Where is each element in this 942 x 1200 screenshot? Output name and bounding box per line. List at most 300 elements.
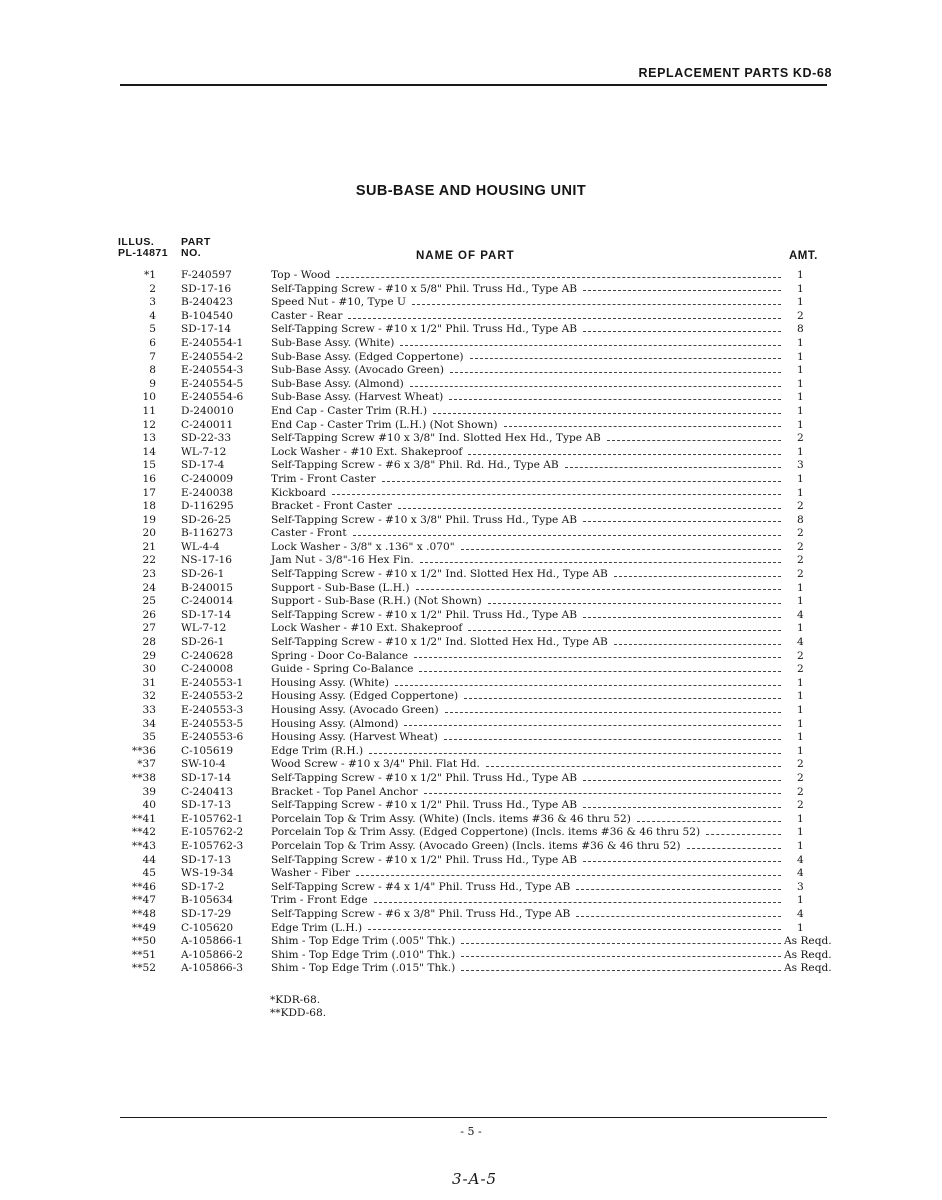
dotted-leader — [395, 684, 781, 686]
amount: 1 — [797, 472, 804, 485]
amount: 2 — [797, 554, 804, 567]
part-name: Housing Assy. (Almond) — [271, 717, 399, 730]
part-name-cell — [271, 962, 781, 976]
amount: 2 — [797, 432, 804, 445]
page-header-title: REPLACEMENT PARTS KD-68 — [638, 66, 832, 80]
part-number: B-240423 — [181, 296, 234, 309]
part-name-cell — [271, 840, 781, 854]
part-name: Trim - Front Caster — [271, 472, 376, 485]
part-name: Housing Assy. (Harvest Wheat) — [271, 731, 438, 744]
handwritten-mark: 3-A-5 — [452, 1170, 498, 1188]
part-name-cell — [271, 799, 781, 813]
amount: 2 — [797, 309, 804, 322]
illus-number: 32 — [142, 690, 156, 703]
part-number: E-105762-3 — [181, 839, 244, 852]
illus-number: **38 — [131, 771, 156, 784]
part-number: B-116273 — [181, 527, 234, 540]
amount: 4 — [797, 636, 804, 649]
table-row — [0, 962, 942, 976]
part-name: Speed Nut - #10, Type U — [271, 296, 406, 309]
part-number: C-240628 — [181, 649, 234, 662]
table-row — [0, 826, 942, 840]
amount: 2 — [797, 540, 804, 553]
part-number: C-240011 — [181, 418, 234, 431]
dotted-leader — [504, 425, 782, 427]
amount: 1 — [797, 350, 804, 363]
part-name-cell — [271, 582, 781, 596]
amount: 1 — [797, 364, 804, 377]
amount: 1 — [797, 622, 804, 635]
dotted-leader — [416, 588, 781, 590]
dotted-leader — [583, 806, 781, 808]
dotted-leader — [461, 548, 781, 550]
part-name: Housing Assy. (Avocado Green) — [271, 704, 439, 716]
part-name: Porcelain Top & Trim Assy. (Avocado Green) (Incls. items #36 & 46 thru 52) — [271, 839, 681, 852]
part-name: Self-Tapping Screw - #10 x 1/2" Phil. Truss Hd., Type AB — [271, 323, 578, 336]
part-number: E-240554-2 — [181, 350, 244, 363]
part-name: Wood Screw - #10 x 3/4" Phil. Flat Hd. — [271, 758, 480, 771]
dotted-leader — [332, 493, 781, 495]
part-name-cell — [271, 595, 781, 609]
amount: 8 — [797, 513, 804, 526]
part-name-cell — [271, 296, 781, 310]
part-name-cell — [271, 487, 781, 501]
part-number: SD-22-33 — [181, 432, 232, 445]
part-number: SD-17-13 — [181, 799, 232, 812]
amount: As Reqd. — [784, 962, 832, 975]
part-number: SD-17-4 — [181, 459, 225, 472]
part-name-cell — [271, 337, 781, 351]
illus-number: 25 — [142, 595, 156, 608]
part-name: Washer - Fiber — [271, 867, 351, 880]
table-row — [0, 813, 942, 827]
part-name: Guide - Spring Co-Balance — [271, 663, 414, 676]
amount: 1 — [797, 704, 804, 716]
dotted-leader — [433, 412, 781, 414]
part-name-cell — [271, 894, 781, 908]
part-name-cell — [271, 310, 781, 324]
part-name: Self-Tapping Screw - #6 x 3/8" Phil. Truss Hd., Type AB — [271, 907, 571, 920]
dotted-leader — [468, 453, 781, 455]
dotted-leader — [461, 942, 781, 944]
part-name-cell — [271, 677, 781, 691]
amount: 4 — [797, 907, 804, 920]
part-number: WL-7-12 — [181, 445, 227, 458]
part-name-cell — [271, 745, 781, 759]
part-number: E-240553-1 — [181, 676, 244, 689]
part-name-cell — [271, 554, 781, 568]
illus-number: 9 — [149, 377, 156, 390]
amount: 2 — [797, 568, 804, 581]
part-name-cell — [271, 636, 781, 650]
table-row — [0, 541, 942, 555]
part-name-cell — [271, 622, 781, 636]
part-name-cell — [271, 718, 781, 732]
dotted-leader — [398, 507, 781, 509]
part-number: B-104540 — [181, 309, 234, 322]
part-name-cell — [271, 446, 781, 460]
part-name: Support - Sub-Base (L.H.) — [271, 581, 410, 594]
table-row — [0, 378, 942, 392]
table-row — [0, 935, 942, 949]
dotted-leader — [424, 792, 781, 794]
column-header-illus: ILLUS. PL-14871 — [118, 236, 169, 259]
part-number: SD-26-25 — [181, 513, 232, 526]
table-row — [0, 650, 942, 664]
dotted-leader — [614, 575, 781, 577]
part-name: Shim - Top Edge Trim (.015" Thk.) — [271, 962, 456, 975]
part-name: Self-Tapping Screw - #10 x 1/2" Phil. Truss Hd., Type AB — [271, 608, 578, 621]
part-number: NS-17-16 — [181, 554, 233, 567]
table-row — [0, 459, 942, 473]
dotted-leader — [404, 724, 781, 726]
illus-number: **36 — [131, 744, 156, 757]
illus-number: 30 — [142, 663, 156, 676]
amount: 1 — [797, 812, 804, 825]
dotted-leader — [583, 289, 781, 291]
illus-number: 34 — [142, 717, 156, 730]
part-number: C-240009 — [181, 472, 234, 485]
footer-rule — [120, 1117, 827, 1118]
table-row — [0, 636, 942, 650]
table-row — [0, 473, 942, 487]
part-name-cell — [271, 419, 781, 433]
illus-number: 2 — [149, 282, 156, 295]
part-name-cell — [271, 351, 781, 365]
amount: 1 — [797, 269, 804, 281]
table-row — [0, 500, 942, 514]
part-number: SD-17-14 — [181, 771, 232, 784]
dotted-leader — [464, 697, 781, 699]
part-name: Kickboard — [271, 486, 326, 499]
part-number: A-105866-1 — [181, 935, 243, 948]
dotted-leader — [486, 765, 781, 767]
amount: 1 — [797, 336, 804, 349]
amount: 1 — [797, 296, 804, 309]
dotted-leader — [461, 955, 781, 957]
table-row — [0, 351, 942, 365]
table-row — [0, 677, 942, 691]
dotted-leader — [449, 398, 781, 400]
amount: 1 — [797, 731, 804, 744]
column-header-part-no: PART NO. — [181, 236, 211, 259]
illus-number: **52 — [131, 962, 156, 975]
table-row — [0, 432, 942, 446]
part-name-cell — [271, 473, 781, 487]
part-number: A-105866-2 — [181, 948, 243, 961]
part-name: End Cap - Caster Trim (R.H.) — [271, 404, 428, 417]
part-number: C-105619 — [181, 744, 234, 757]
part-number: F-240597 — [181, 269, 232, 281]
part-number: WL-7-12 — [181, 622, 227, 635]
illus-number: 31 — [142, 676, 156, 689]
part-number: SD-17-2 — [181, 880, 225, 893]
amount: 2 — [797, 785, 804, 798]
part-name: Self-Tapping Screw - #10 x 1/2" Ind. Slotted Hex Hd., Type AB — [271, 568, 608, 581]
column-header-name: NAME OF PART — [416, 250, 515, 262]
parts-list — [0, 269, 942, 976]
part-name-cell — [271, 949, 781, 963]
part-name: Self-Tapping Screw - #10 x 1/2" Ind. Slotted Hex Hd., Type AB — [271, 636, 608, 649]
table-row — [0, 786, 942, 800]
part-number: C-105620 — [181, 921, 234, 934]
illus-number: **48 — [131, 907, 156, 920]
part-number: C-240413 — [181, 785, 234, 798]
dotted-leader — [470, 357, 781, 359]
table-row — [0, 391, 942, 405]
part-name-cell — [271, 772, 781, 786]
illus-number: 15 — [142, 459, 156, 472]
table-row — [0, 568, 942, 582]
part-name-cell — [271, 391, 781, 405]
illus-number: 14 — [142, 445, 156, 458]
illus-number: *37 — [137, 758, 156, 771]
illus-number: **41 — [131, 812, 156, 825]
part-name: Self-Tapping Screw - #4 x 1/4" Phil. Truss Hd., Type AB — [271, 880, 571, 893]
illus-number: 17 — [142, 486, 156, 499]
part-name-cell — [271, 650, 781, 664]
amount: 1 — [797, 744, 804, 757]
part-number: D-116295 — [181, 500, 234, 513]
part-name-cell — [271, 541, 781, 555]
header-rule — [120, 84, 827, 86]
illus-number: 22 — [142, 554, 156, 567]
part-number: SD-17-14 — [181, 323, 232, 336]
part-name: Housing Assy. (White) — [271, 676, 389, 689]
part-name-cell — [271, 432, 781, 446]
part-number: E-240554-3 — [181, 364, 244, 377]
amount: 8 — [797, 323, 804, 336]
part-name-cell — [271, 881, 781, 895]
table-row — [0, 595, 942, 609]
table-row — [0, 690, 942, 704]
table-row — [0, 296, 942, 310]
dotted-leader — [706, 833, 781, 835]
dotted-leader — [461, 969, 781, 971]
illus-number: 40 — [142, 799, 156, 812]
dotted-leader — [410, 385, 781, 387]
part-number: E-240038 — [181, 486, 233, 499]
dotted-leader — [412, 303, 781, 305]
amount: 4 — [797, 853, 804, 866]
dotted-leader — [576, 888, 781, 890]
part-number: E-240553-5 — [181, 717, 244, 730]
part-name-cell — [271, 568, 781, 582]
table-row — [0, 310, 942, 324]
dotted-leader — [445, 711, 781, 713]
amount: As Reqd. — [784, 935, 832, 948]
table-row — [0, 867, 942, 881]
illus-number: *1 — [143, 269, 156, 281]
illus-number: 35 — [142, 731, 156, 744]
dotted-leader — [607, 439, 781, 441]
dotted-leader — [374, 901, 781, 903]
part-name-cell — [271, 867, 781, 881]
part-name: Sub-Base Assy. (White) — [271, 336, 395, 349]
illus-number: 3 — [149, 296, 156, 309]
illus-number: 27 — [142, 622, 156, 635]
part-name: Trim - Front Edge — [271, 894, 368, 907]
dotted-leader — [444, 738, 781, 740]
table-row — [0, 582, 942, 596]
amount: 2 — [797, 527, 804, 540]
amount: 2 — [797, 758, 804, 771]
illus-number: 28 — [142, 636, 156, 649]
table-row — [0, 718, 942, 732]
table-row — [0, 922, 942, 936]
part-name: Spring - Door Co-Balance — [271, 649, 408, 662]
part-number: C-240014 — [181, 595, 234, 608]
part-name-cell — [271, 704, 781, 718]
illus-number: **50 — [131, 935, 156, 948]
part-name: Self-Tapping Screw - #10 x 1/2" Phil. Truss Hd., Type AB — [271, 853, 578, 866]
part-number: E-240553-6 — [181, 731, 244, 744]
part-name-cell — [271, 786, 781, 800]
part-number: SD-26-1 — [181, 636, 225, 649]
dotted-leader — [400, 344, 781, 346]
part-name: Bracket - Front Caster — [271, 500, 393, 513]
amount: 1 — [797, 676, 804, 689]
part-name: Sub-Base Assy. (Avocado Green) — [271, 364, 444, 377]
dotted-leader — [583, 520, 781, 522]
part-number: WS-19-34 — [181, 867, 234, 880]
amount: 2 — [797, 799, 804, 812]
part-name: Self-Tapping Screw #10 x 3/8" Ind. Slotted Hex Hd., Type AB — [271, 432, 601, 445]
part-number: SW-10-4 — [181, 758, 226, 771]
part-name: Self-Tapping Screw - #10 x 3/8" Phil. Truss Hd., Type AB — [271, 513, 578, 526]
part-name: Caster - Front — [271, 527, 347, 540]
dotted-leader — [353, 534, 781, 536]
part-name-cell — [271, 283, 781, 297]
dotted-leader — [368, 928, 781, 930]
amount: 1 — [797, 826, 804, 839]
amount: 1 — [797, 445, 804, 458]
part-name-cell — [271, 323, 781, 337]
table-row — [0, 269, 942, 283]
dotted-leader — [583, 616, 781, 618]
table-row — [0, 840, 942, 854]
illus-number: **49 — [131, 921, 156, 934]
dotted-leader — [583, 330, 781, 332]
part-name-cell — [271, 826, 781, 840]
part-number: WL-4-4 — [181, 540, 220, 553]
amount: As Reqd. — [784, 948, 832, 961]
footnotes — [270, 994, 326, 1020]
illus-number: 8 — [149, 364, 156, 377]
table-row — [0, 908, 942, 922]
part-name: Jam Nut - 3/8"-16 Hex Fin. — [271, 554, 414, 567]
part-name: End Cap - Caster Trim (L.H.) (Not Shown) — [271, 418, 498, 431]
part-name: Bracket - Top Panel Anchor — [271, 785, 418, 798]
page-number: - 5 - — [460, 1125, 482, 1138]
table-row — [0, 323, 942, 337]
amount: 1 — [797, 690, 804, 703]
dotted-leader — [336, 276, 781, 278]
part-name-cell — [271, 854, 781, 868]
part-name: Shim - Top Edge Trim (.005" Thk.) — [271, 935, 456, 948]
part-number: E-240554-1 — [181, 336, 244, 349]
illus-number: 33 — [142, 704, 156, 716]
table-row — [0, 609, 942, 623]
illus-number: 21 — [142, 540, 156, 553]
part-name-cell — [271, 922, 781, 936]
dotted-leader — [614, 643, 781, 645]
table-row — [0, 772, 942, 786]
table-row — [0, 554, 942, 568]
part-name: Sub-Base Assy. (Edged Coppertone) — [271, 350, 464, 363]
part-number: E-240554-5 — [181, 377, 244, 390]
part-number: E-240553-2 — [181, 690, 244, 703]
amount: 1 — [797, 486, 804, 499]
part-name-cell — [271, 405, 781, 419]
part-number: E-240553-3 — [181, 704, 244, 716]
part-name: Porcelain Top & Trim Assy. (Edged Coppertone) (Incls. items #36 & 46 thru 52) — [271, 826, 701, 839]
part-name: Lock Washer - 3/8" x .136" x .070" — [271, 540, 455, 553]
illus-number: 24 — [142, 581, 156, 594]
part-name: Shim - Top Edge Trim (.010" Thk.) — [271, 948, 456, 961]
amount: 1 — [797, 282, 804, 295]
illus-number: **42 — [131, 826, 156, 839]
table-row — [0, 514, 942, 528]
part-name: Self-Tapping Screw - #10 x 1/2" Phil. Truss Hd., Type AB — [271, 799, 578, 812]
dotted-leader — [450, 371, 781, 373]
table-row — [0, 881, 942, 895]
dotted-leader — [583, 779, 781, 781]
column-header-amt: AMT. — [789, 250, 818, 262]
part-number: E-105762-1 — [181, 812, 244, 825]
illus-number: 39 — [142, 785, 156, 798]
part-name-cell — [271, 731, 781, 745]
table-row — [0, 745, 942, 759]
illus-number: 29 — [142, 649, 156, 662]
table-row — [0, 622, 942, 636]
amount: 1 — [797, 839, 804, 852]
table-row — [0, 758, 942, 772]
amount: 1 — [797, 377, 804, 390]
illus-number: 45 — [142, 867, 156, 880]
part-name: Support - Sub-Base (R.H.) (Not Shown) — [271, 595, 482, 608]
amount: 3 — [797, 459, 804, 472]
dotted-leader — [419, 670, 781, 672]
part-name-cell — [271, 609, 781, 623]
part-name-cell — [271, 514, 781, 528]
part-number: SD-17-16 — [181, 282, 232, 295]
part-number: B-105634 — [181, 894, 234, 907]
section-title: SUB-BASE AND HOUSING UNIT — [355, 183, 587, 199]
table-row — [0, 894, 942, 908]
part-name: Self-Tapping Screw - #6 x 3/8" Phil. Rd. Hd., Type AB — [271, 459, 559, 472]
amount: 2 — [797, 771, 804, 784]
part-number: C-240008 — [181, 663, 234, 676]
dotted-leader — [420, 561, 781, 563]
illus-number: 7 — [149, 350, 156, 363]
footnote: **KDD-68. — [270, 1007, 327, 1019]
part-name-cell — [271, 690, 781, 704]
dotted-leader — [565, 466, 781, 468]
table-row — [0, 337, 942, 351]
footnote: *KDR-68. — [270, 994, 321, 1006]
part-number: E-105762-2 — [181, 826, 244, 839]
part-name-cell — [271, 908, 781, 922]
illus-number: 4 — [149, 309, 156, 322]
table-row — [0, 487, 942, 501]
amount: 4 — [797, 867, 804, 880]
illus-number: 5 — [149, 323, 156, 336]
illus-number: **47 — [131, 894, 156, 907]
amount: 1 — [797, 921, 804, 934]
part-name: Sub-Base Assy. (Almond) — [271, 377, 404, 390]
part-name: Housing Assy. (Edged Coppertone) — [271, 690, 459, 703]
